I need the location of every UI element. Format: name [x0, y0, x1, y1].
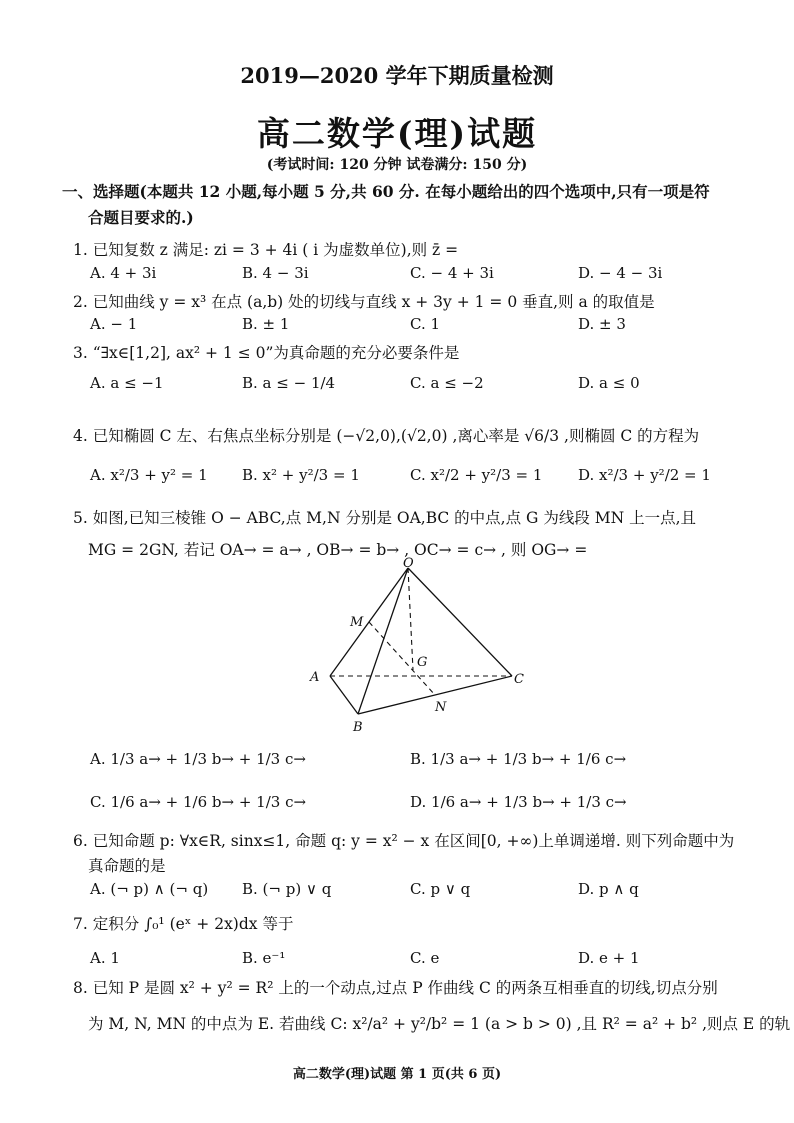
question-5-stem-line1: 5. 如图,已知三棱锥 O − ABC,点 M,N 分别是 OA,BC 的中点,点 G 为线段 MN 上一点,且 [73, 509, 697, 527]
q6-option-b: B. (¬ p) ∨ q [242, 880, 332, 898]
q2-option-c: C. 1 [410, 315, 441, 333]
q4-option-d: D. x²/3 + y²/2 = 1 [578, 466, 711, 484]
question-2-stem: 2. 已知曲线 y = x³ 在点 (a,b) 处的切线与直线 x + 3y + 1 = 0 垂直,则 a 的取值是 [73, 293, 655, 311]
label-g: G [417, 655, 428, 670]
q4-option-b: B. x² + y²/3 = 1 [242, 466, 360, 484]
label-b: B [353, 720, 363, 735]
exam-info: (考试时间: 120 分钟 试卷满分: 150 分) [266, 157, 528, 173]
exam-title: 高二数学(理)试题 [256, 114, 538, 153]
label-o: O [403, 556, 414, 571]
q1-option-b: B. 4 − 3i [242, 264, 309, 282]
q6-option-d: D. p ∧ q [578, 880, 639, 898]
q7-option-a: A. 1 [90, 949, 120, 967]
section-heading-line1: 一、选择题(本题共 12 小题,每小题 5 分,共 60 分. 在每小题给出的四个选项中,只有一项是符 [62, 182, 710, 201]
q3-option-c: C. a ≤ −2 [410, 374, 484, 392]
q5-option-d: D. 1/6 a→ + 1/3 b→ + 1/3 c→ [410, 793, 627, 811]
q4-option-a: A. x²/3 + y² = 1 [90, 466, 208, 484]
q2-option-a: A. − 1 [90, 315, 138, 333]
q7-option-c: C. e [410, 949, 440, 967]
exam-year-line: 2019—2020 学年下期质量检测 [240, 63, 554, 88]
q1-option-d: D. − 4 − 3i [578, 264, 663, 282]
section-heading-line2: 合题目要求的.) [88, 208, 194, 227]
q4-option-c: C. x²/2 + y²/3 = 1 [410, 466, 543, 484]
label-n: N [435, 700, 447, 715]
q1-option-c: C. − 4 + 3i [410, 264, 494, 282]
edge-ob [358, 568, 408, 714]
question-5-stem-line2: MG = 2GN, 若记 OA→ = a→ , OB→ = b→ , OC→ = c→ , 则 OG→ = [88, 541, 588, 559]
q3-option-d: D. a ≤ 0 [578, 374, 640, 392]
q7-option-b: B. e⁻¹ [242, 949, 286, 967]
question-6-stem-line2: 真命题的是 [88, 857, 166, 875]
q6-option-a: A. (¬ p) ∧ (¬ q) [90, 880, 209, 898]
q2-option-b: B. ± 1 [242, 315, 290, 333]
q5-option-b: B. 1/3 a→ + 1/3 b→ + 1/6 c→ [410, 750, 627, 768]
q3-option-b: B. a ≤ − 1/4 [242, 374, 336, 392]
question-1-stem: 1. 已知复数 z 满足: zi = 3 + 4i ( i 为虚数单位),则 z̄ = [73, 241, 459, 259]
q3-option-a: A. a ≤ −1 [90, 374, 164, 392]
q5-option-a: A. 1/3 a→ + 1/3 b→ + 1/3 c→ [90, 750, 306, 768]
q6-option-c: C. p ∨ q [410, 880, 471, 898]
tetrahedron-figure [300, 556, 540, 736]
q5-option-c: C. 1/6 a→ + 1/6 b→ + 1/3 c→ [90, 793, 307, 811]
question-4-stem: 4. 已知椭圆 C 左、右焦点坐标分别是 (−√2,0),(√2,0) ,离心率是 √6/3 ,则椭圆 C 的方程为 [73, 427, 700, 445]
edge-ab [330, 676, 358, 714]
segment-og [408, 568, 413, 670]
page-footer: 高二数学(理)试题 第 1 页(共 6 页) [292, 1067, 502, 1082]
label-m: M [350, 615, 364, 630]
label-a: A [310, 670, 320, 685]
q1-option-a: A. 4 + 3i [90, 264, 157, 282]
question-7-stem: 7. 定积分 ∫₀¹ (eˣ + 2x)dx 等于 [73, 915, 294, 933]
question-8-stem-line2: 为 M, N, MN 的中点为 E. 若曲线 C: x²/a² + y²/b² = 1 (a > b > 0) ,且 R² = a² + b² ,则点 E 的轨 [88, 1015, 791, 1033]
label-c: C [514, 672, 524, 687]
q7-option-d: D. e + 1 [578, 949, 640, 967]
question-3-stem: 3. “∃x∈[1,2], ax² + 1 ≤ 0”为真命题的充分必要条件是 [73, 344, 460, 362]
question-6-stem-line1: 6. 已知命题 p: ∀x∈R, sinx≤1, 命题 q: y = x² − x 在区间[0, +∞)上单调递增. 则下列命题中为 [73, 832, 735, 850]
q2-option-d: D. ± 3 [578, 315, 626, 333]
question-8-stem-line1: 8. 已知 P 是圆 x² + y² = R² 上的一个动点,过点 P 作曲线 C 的两条互相垂直的切线,切点分别 [73, 979, 718, 997]
